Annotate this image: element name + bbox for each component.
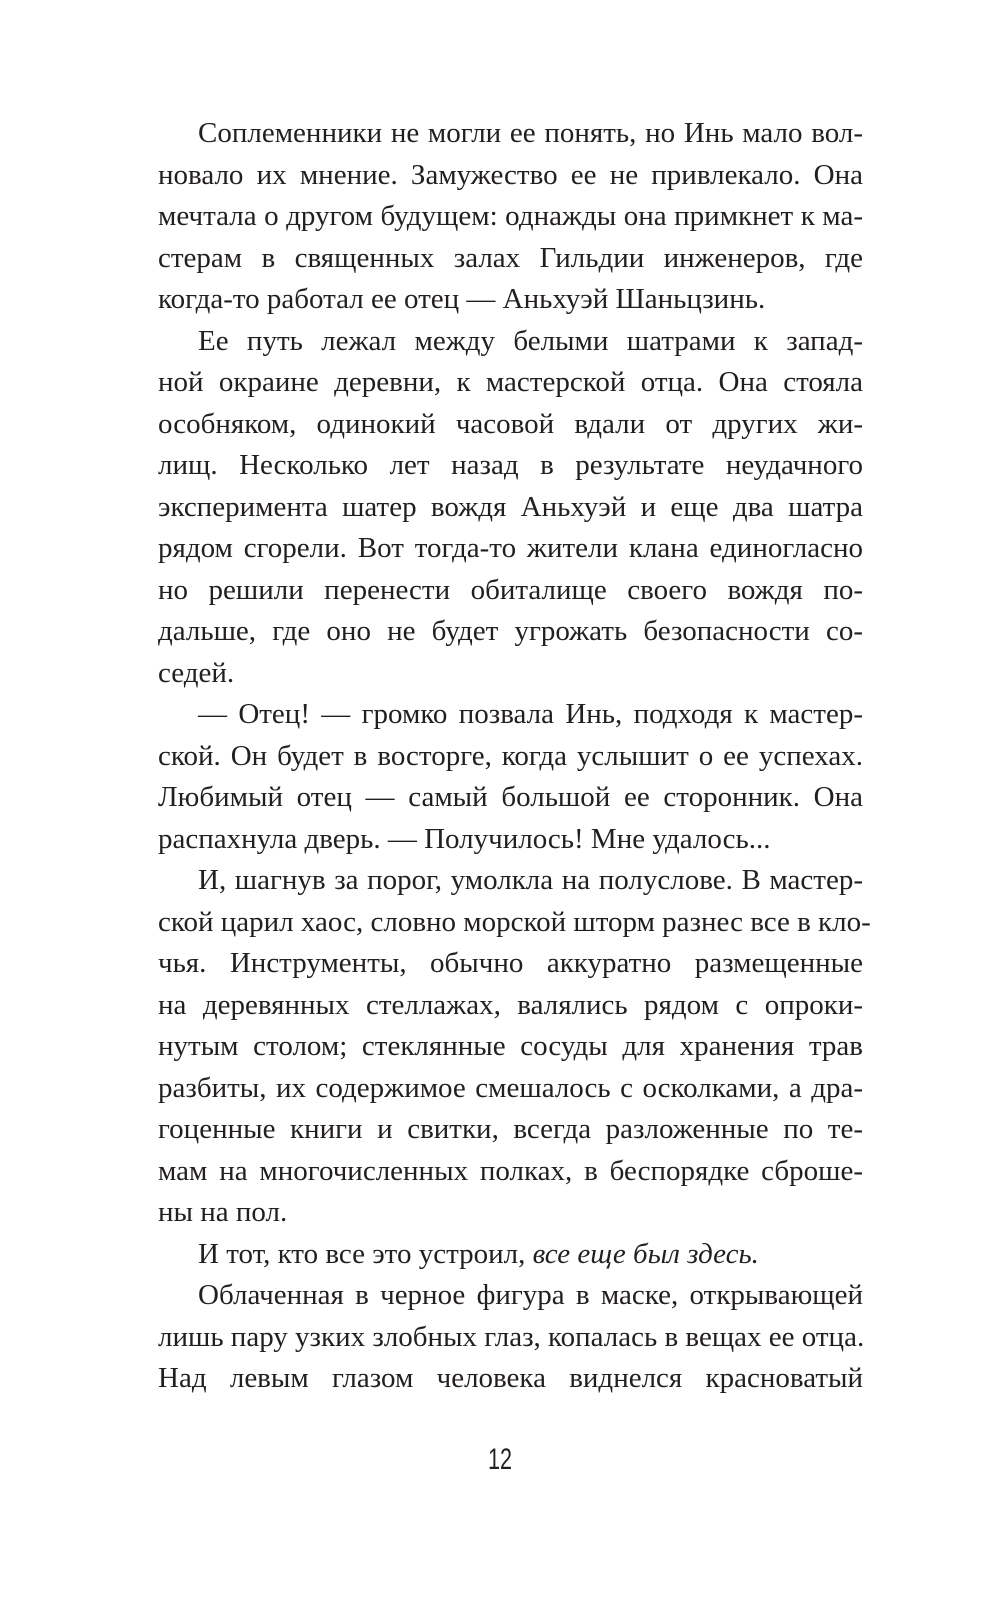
- text-line: Любимый отец — самый большой ее сторонник. Она: [158, 781, 863, 813]
- paragraph: [118, 694, 863, 860]
- italic-text: все еще был здесь.: [532, 1237, 759, 1270]
- text-line: — Отец! — громко позвала Инь, подходя к мастер-: [198, 698, 863, 730]
- text-line: стерам в священных залах Гильдии инженеров, где: [158, 241, 863, 274]
- text-line: гоценные книги и свитки, всегда разложенные по те-: [158, 1113, 863, 1145]
- text-line: Облаченная в черное фигура в маске, открывающей: [198, 1279, 863, 1311]
- text-line: особняком, одинокий часовой вдали от других жи-: [158, 407, 863, 440]
- text-line: Ее путь лежал между белыми шатрами к запад-: [198, 324, 863, 357]
- text-line: когда-то работал ее отец — Аньхуэй Шаньцзинь.: [158, 283, 766, 315]
- text-line: ны на пол.: [158, 1196, 288, 1228]
- text-line: ской царил хаос, словно морской шторм разнес все в кло-: [158, 905, 871, 938]
- paragraph: [118, 113, 863, 321]
- text-line: но решили перенести обиталище своего вождя по-: [158, 573, 863, 606]
- text-line: разбиты, их содержимое смешалось с осколками, а дра-: [158, 1071, 863, 1104]
- text-line: [118, 1234, 863, 1276]
- text-line: эксперимента шатер вождя Аньхуэй и еще два шатра: [158, 490, 863, 523]
- text-line: новало их мнение. Замужество ее не привлекало. Она: [158, 158, 863, 191]
- text-line: лищ. Несколько лет назад в результате неудачного: [158, 449, 863, 481]
- text-line: мечтала о другом будущем: однажды она примкнет к ма-: [158, 200, 863, 232]
- text-line: нутым столом; стеклянные сосуды для хранения трав: [158, 1030, 863, 1062]
- text-line: ской. Он будет в восторге, когда услышит о ее успехах.: [158, 739, 863, 772]
- paragraph: [118, 321, 863, 695]
- text-line: распахнула дверь. — Получилось! Мне удалось...: [158, 822, 771, 855]
- text-line: Соплеменники не могли ее понять, но Инь мало вол-: [198, 117, 863, 149]
- text-line: на деревянных стеллажах, валялись рядом с опроки-: [158, 988, 863, 1021]
- text-line: мам на многочисленных полках, в беспорядке сброше-: [158, 1154, 863, 1187]
- text-line: Над левым глазом человека виднелся красноватый: [158, 1362, 863, 1394]
- text-line: седей.: [158, 656, 235, 689]
- text-line: лишь пару узких злобных глаз, копалась в вещах ее отца.: [158, 1320, 865, 1353]
- text-line: рядом сгорели. Вот тогда-то жители клана единогласно: [158, 532, 863, 564]
- page-number: 12: [487, 1443, 513, 1476]
- text-line: ной окраине деревни, к мастерской отца. Она стояла: [158, 366, 863, 398]
- text-line: И, шагнув за порог, умолкла на полуслове. В мастер-: [198, 864, 863, 896]
- plain-text: И тот, кто все это устроил,: [198, 1237, 533, 1270]
- text-line: чья. Инструменты, обычно аккуратно размещенные: [158, 947, 863, 979]
- paragraph: [118, 1275, 863, 1400]
- page-text: [118, 113, 871, 1400]
- paragraph: [118, 1234, 863, 1276]
- paragraph: [118, 860, 871, 1234]
- text-line: дальше, где оно не будет угрожать безопасности со-: [158, 615, 863, 647]
